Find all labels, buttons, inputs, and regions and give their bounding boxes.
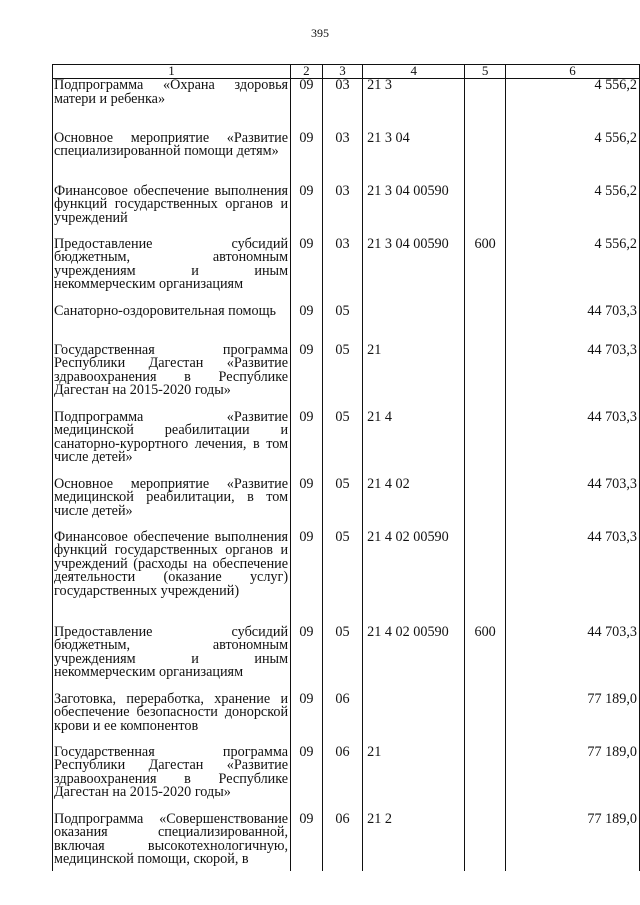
table-row	[53, 478, 640, 531]
row-name: Подпрограмма «Охрана здоровья матери и ребенка»	[53, 79, 291, 132]
row-amount: 77 189,0	[505, 693, 639, 746]
table-row	[53, 132, 640, 185]
row-section: 09	[291, 185, 323, 238]
row-subsection: 03	[322, 185, 362, 238]
row-target-code: 21 4 02 00590	[363, 531, 465, 626]
row-subsection: 06	[322, 693, 362, 746]
row-subsection: 03	[322, 79, 362, 132]
table-row	[53, 746, 640, 813]
row-amount: 44 703,3	[505, 344, 639, 411]
table-row	[53, 531, 640, 626]
row-section: 09	[291, 132, 323, 185]
row-target-code: 21 3	[363, 79, 465, 132]
row-subsection: 05	[322, 344, 362, 411]
table-row	[53, 344, 640, 411]
col-header-name: 1	[53, 65, 291, 79]
row-expense-type	[465, 478, 506, 531]
row-name: Государственная программа Республики Дагестан «Развитие здравоохранения в Республике Дагестан на 2015-2020 годы»	[53, 746, 291, 813]
row-amount: 4 556,2	[505, 185, 639, 238]
row-section: 09	[291, 813, 323, 871]
row-name: Финансовое обеспечение выполнения функций государственных органов и учреждений (расходы на обеспечение деятельности (оказание услуг) государственных учреждений)	[53, 531, 291, 626]
row-target-code	[363, 693, 465, 746]
row-expense-type	[465, 305, 506, 344]
row-name: Государственная программа Республики Дагестан «Развитие здравоохранения в Республике Дагестан на 2015-2020 годы»	[53, 344, 291, 411]
row-target-code: 21 2	[363, 813, 465, 871]
row-subsection: 03	[322, 238, 362, 305]
row-target-code: 21 4 02	[363, 478, 465, 531]
row-amount: 4 556,2	[505, 79, 639, 132]
table-row	[53, 305, 640, 344]
row-subsection: 05	[322, 305, 362, 344]
table-row	[53, 411, 640, 478]
row-amount: 44 703,3	[505, 411, 639, 478]
row-name: Санаторно-оздоровительная помощь	[53, 305, 291, 344]
page-number: 395	[311, 26, 329, 40]
row-amount: 77 189,0	[505, 813, 639, 871]
col-header-subsection: 3	[322, 65, 362, 79]
row-section: 09	[291, 305, 323, 344]
row-subsection: 06	[322, 813, 362, 871]
row-expense-type	[465, 185, 506, 238]
row-name: Основное мероприятие «Развитие специализированной помощи детям»	[53, 132, 291, 185]
row-expense-type	[465, 411, 506, 478]
row-subsection: 05	[322, 626, 362, 693]
row-target-code: 21	[363, 746, 465, 813]
row-amount: 4 556,2	[505, 132, 639, 185]
row-target-code: 21 3 04 00590	[363, 185, 465, 238]
table-row	[53, 693, 640, 746]
row-section: 09	[291, 746, 323, 813]
table-row	[53, 813, 640, 871]
row-name: Подпрограмма «Совершенствование оказания специализированной, включая высокотехнологичную, медицинской помощи, скорой, в	[53, 813, 291, 871]
row-amount: 44 703,3	[505, 626, 639, 693]
row-subsection: 06	[322, 746, 362, 813]
row-target-code: 21	[363, 344, 465, 411]
row-section: 09	[291, 693, 323, 746]
row-target-code: 21 4 02 00590	[363, 626, 465, 693]
row-section: 09	[291, 626, 323, 693]
row-expense-type: 600	[465, 626, 506, 693]
row-subsection: 03	[322, 132, 362, 185]
row-expense-type	[465, 79, 506, 132]
table-row	[53, 79, 640, 132]
row-amount: 44 703,3	[505, 531, 639, 626]
row-amount: 44 703,3	[505, 478, 639, 531]
budget-table	[52, 64, 640, 871]
row-expense-type	[465, 344, 506, 411]
row-section: 09	[291, 411, 323, 478]
row-section: 09	[291, 238, 323, 305]
table-row	[53, 238, 640, 305]
row-expense-type	[465, 693, 506, 746]
col-header-target-code: 4	[363, 65, 465, 79]
row-target-code: 21 4	[363, 411, 465, 478]
row-expense-type	[465, 531, 506, 626]
row-target-code: 21 3 04 00590	[363, 238, 465, 305]
row-section: 09	[291, 478, 323, 531]
table-row	[53, 185, 640, 238]
row-section: 09	[291, 531, 323, 626]
row-name: Предоставление субсидий бюджетным, автономным учреждениям и иным некоммерческим организациям	[53, 626, 291, 693]
row-section: 09	[291, 79, 323, 132]
row-target-code	[363, 305, 465, 344]
row-amount: 77 189,0	[505, 746, 639, 813]
row-section: 09	[291, 344, 323, 411]
col-header-amount: 6	[505, 65, 639, 79]
row-name: Финансовое обеспечение выполнения функций государственных органов и учреждений	[53, 185, 291, 238]
row-expense-type	[465, 132, 506, 185]
row-amount: 44 703,3	[505, 305, 639, 344]
row-subsection: 05	[322, 411, 362, 478]
row-name: Подпрограмма «Развитие медицинской реабилитации и санаторно-курортного лечения, в том числе детей»	[53, 411, 291, 478]
row-name: Заготовка, переработка, хранение и обеспечение безопасности донорской крови и ее компонентов	[53, 693, 291, 746]
row-name: Предоставление субсидий бюджетным, автономным учреждениям и иным некоммерческим организациям	[53, 238, 291, 305]
col-header-expense-type: 5	[465, 65, 506, 79]
row-name: Основное мероприятие «Развитие медицинской реабилитации, в том числе детей»	[53, 478, 291, 531]
col-header-section: 2	[291, 65, 323, 79]
row-expense-type	[465, 813, 506, 871]
row-amount: 4 556,2	[505, 238, 639, 305]
row-target-code: 21 3 04	[363, 132, 465, 185]
row-expense-type	[465, 746, 506, 813]
row-subsection: 05	[322, 531, 362, 626]
row-expense-type: 600	[465, 238, 506, 305]
row-subsection: 05	[322, 478, 362, 531]
table-row	[53, 626, 640, 693]
